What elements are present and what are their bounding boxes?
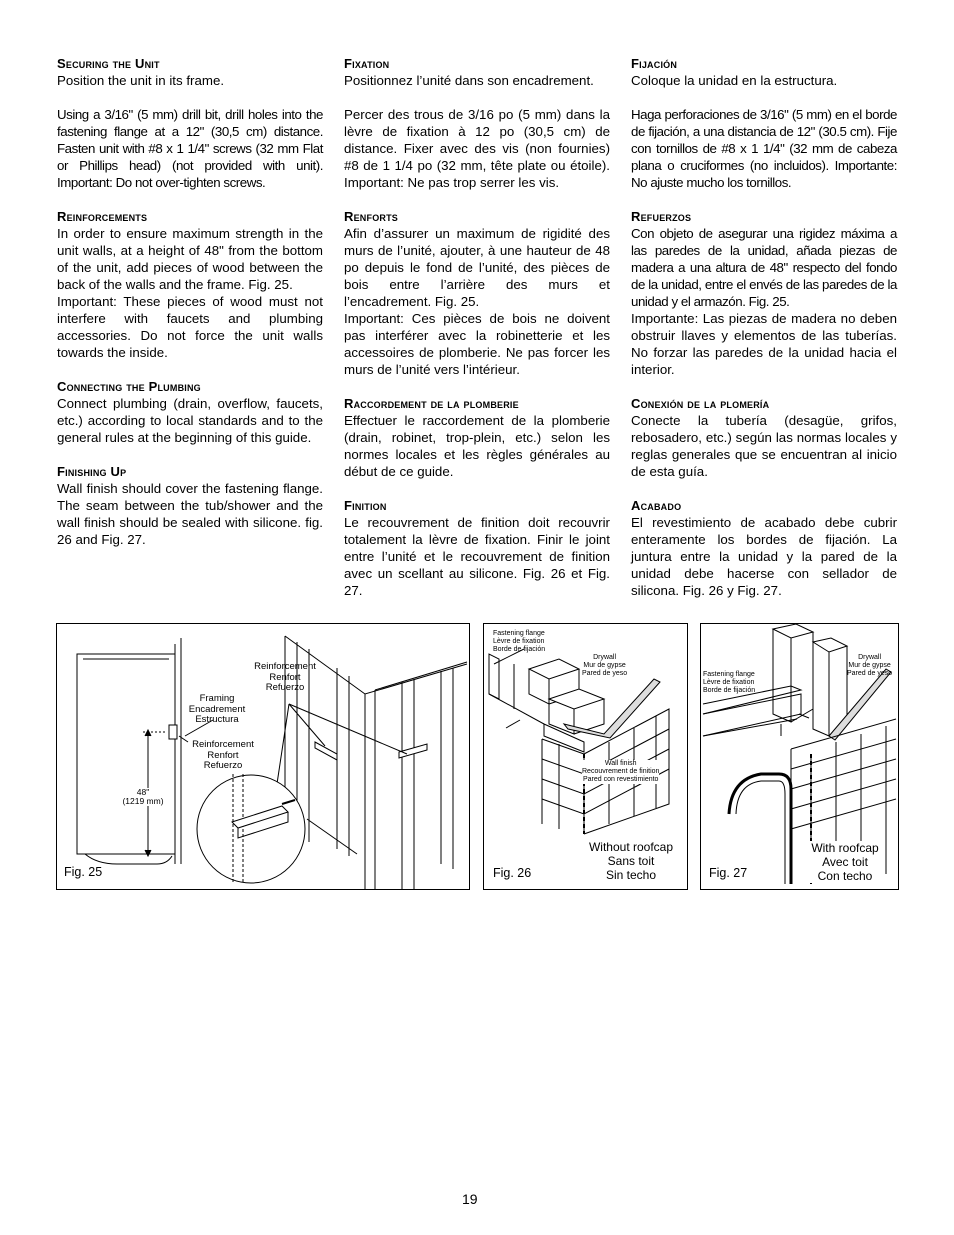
section-fixation (344, 55, 610, 191)
section-refuerzos (631, 208, 897, 378)
drywall-en: Drywall (593, 654, 617, 661)
section-renforts (344, 208, 610, 378)
wallfinish-en: Wall finish (604, 760, 637, 767)
paragraph: Important: Ces pièces de bois ne doivent pas interférer avec la robinetterie et les accessoires de plomberie. Ne pas forcer les murs de l’unité vers l’intérieur. (344, 311, 610, 377)
subtitle-es: Sin techo (605, 868, 657, 882)
figure-27 (700, 623, 899, 890)
heading: Raccordement de la plomberie (344, 396, 519, 411)
column-spanish (631, 55, 897, 616)
reinforcement-mid-en: Reinforcement (192, 739, 254, 750)
heading: Securing the Unit (57, 56, 160, 71)
subtitle-es: Con techo (817, 869, 873, 883)
flange-fr: Lèvre de fixation (493, 638, 545, 645)
heading: Reinforcements (57, 209, 148, 224)
flange-es: Borde de fijación (703, 687, 756, 694)
paragraph: Positionnez l’unité dans son encadrement. (344, 73, 594, 88)
framing-es: Estructura (195, 714, 239, 725)
paragraph: Effectuer le raccordement de la plomberie (drain, robinet, trop-plein, etc.) selon les normes locales et les règles générales au début de ce guide. (344, 413, 610, 479)
paragraph: Important: These pieces of wood must not interfere with faucets and plumbing accessories. Do not force the unit walls towards the inside. (57, 294, 323, 360)
heading: Renforts (344, 209, 398, 224)
section-plumbing (57, 378, 323, 446)
section-acabado (631, 497, 897, 599)
section-raccordement (344, 395, 610, 480)
drywall-en: Drywall (858, 654, 882, 661)
height-dimension-mm: (1219 mm) (122, 796, 164, 806)
drywall-fr: Mur de gypse (583, 662, 626, 669)
heading: Conexión de la plomería (631, 396, 770, 411)
reinforcement-mid-es: Refuerzo (203, 760, 243, 771)
heading: Fijación (631, 56, 678, 71)
section-finishing (57, 463, 323, 548)
heading: Acabado (631, 498, 682, 513)
paragraph: Afin d’assurer un maximum de rigidité des murs de l’unité, ajouter, à une hauteur de 48 po depuis le fond de l’unité, des pièces de bois entre l’arrière des murs et l’encadrement. Fig. 25. (344, 226, 610, 309)
reinforcement-top-en: Reinforcement (254, 661, 316, 672)
flange-en: Fastening flange (493, 630, 545, 637)
wallfinish-es: Pared con revestimiento (582, 776, 659, 783)
section-securing (57, 55, 323, 191)
fig27-caption: Fig. 27 (709, 866, 748, 880)
heading: Refuerzos (631, 209, 692, 224)
page-number: 19 (462, 1191, 478, 1207)
paragraph: Percer des trous de 3/16 po (5 mm) dans la lèvre de fixation à 12 po (30,5 cm) de distance. Fixer avec des vis (non fournies) #8 de 1 1/4 po (32 mm, tête plate ou étoile). Important: Ne pas trop serrer les vis. (344, 107, 610, 190)
section-fijacion (631, 55, 897, 191)
flange-fr: Lèvre de fixation (703, 679, 755, 686)
section-finition (344, 497, 610, 599)
paragraph: Conecte la tubería (desagüe, grifos, rebosadero, etc.) según las normas locales y reglas generales que se encuentran al inicio de esta guía. (631, 413, 897, 479)
framing-en: Framing (199, 693, 235, 704)
figure-26 (483, 623, 688, 890)
paragraph: Connect plumbing (drain, overflow, faucets, etc.) according to local standards and to the general rules at the beginning of this guide. (57, 396, 323, 445)
drywall-es: Pared de yeso (582, 670, 628, 677)
paragraph: Le recouvrement de finition doit recouvrir totalement la lèvre de fixation. Finir le joint entre l’unité et le recouvrement de finition avec un scellant au silicone. Fig. 26 et Fig. 27. (344, 515, 610, 598)
reinforcement-top-fr: Renfort (269, 671, 301, 683)
heading: Connecting the Plumbing (57, 379, 201, 394)
drywall-fr: Mur de gypse (848, 662, 891, 669)
paragraph: Position the unit in its frame. (57, 73, 225, 88)
section-reinforcements (57, 208, 323, 361)
heading: Finishing Up (57, 464, 127, 479)
paragraph: Wall finish should cover the fastening flange. The seam between the tub/shower and the wall finish should be sealed with silicone. fig. 26 and Fig. 27. (57, 481, 323, 547)
section-conexion (631, 395, 897, 480)
column-english (57, 55, 323, 565)
fig25-caption: Fig. 25 (64, 865, 103, 879)
paragraph: Using a 3/16" (5 mm) drill bit, drill holes into the fastening flange at a 12" (30,5 cm) distance. Fasten unit with #8 x 1 1/4" screws (32 mm Flat or Phillips head) (not provided with unit). Important: Do not over-tighten screws. (57, 107, 323, 190)
drywall-es: Pared de yeso (847, 670, 893, 677)
reinforcement-top-es: Refuerzo (265, 682, 305, 693)
paragraph: Coloque la unidad en la estructura. (631, 73, 838, 88)
heading: Fixation (344, 56, 390, 71)
figure-25 (56, 623, 470, 890)
flange-es: Borde de fijación (493, 646, 546, 653)
flange-en: Fastening flange (703, 671, 755, 678)
column-french (344, 55, 610, 616)
fig26-caption: Fig. 26 (493, 866, 532, 880)
paragraph: Importante: Las piezas de madera no deben obstruir llaves y elementos de las tuberías. No forzar las paredes de la unidad hacia el interior. (631, 311, 897, 377)
reinforcement-mid-fr: Renfort (207, 749, 239, 761)
heading: Finition (344, 498, 387, 513)
height-dimension: 48" (136, 787, 150, 797)
subtitle-en: Without roofcap (588, 840, 674, 854)
subtitle-fr: Avec toit (822, 855, 868, 869)
wallfinish-fr: Recouvrement de finition (582, 768, 660, 775)
subtitle-fr: Sans toit (607, 854, 655, 868)
framing-fr: Encadrement (188, 703, 246, 715)
paragraph: Haga perforaciones de 3/16" (5 mm) en el borde de fijación, a una distancia de 12" (30.5 cm). Fije con tornillos de #8 x 1 1/4" (32 mm de cabeza plana o cruciformes (no incluidos). Importante: No ajuste mucho los tornillos. (631, 107, 897, 190)
paragraph: In order to ensure maximum strength in the unit walls, at a height of 48" from the bottom of the unit, add pieces of wood between the back of the walls and the frame. Fig. 25. (57, 226, 323, 292)
paragraph: Con objeto de asegurar una rigidez máxima a las paredes de la unidad, añada piezas de madera a una altura de 48" respecto del fondo de la unidad, entre el envés de las paredes de la unidad y el armazón. Fig. 25. (631, 226, 897, 309)
subtitle-en: With roofcap (811, 841, 879, 855)
paragraph: El revestimiento de acabado debe cubrir enteramente los bordes de fijación. La juntura entre la unidad y la pared de la unidad debe hacerse con sellador de silicona. Fig. 26 y Fig. 27. (631, 515, 897, 598)
